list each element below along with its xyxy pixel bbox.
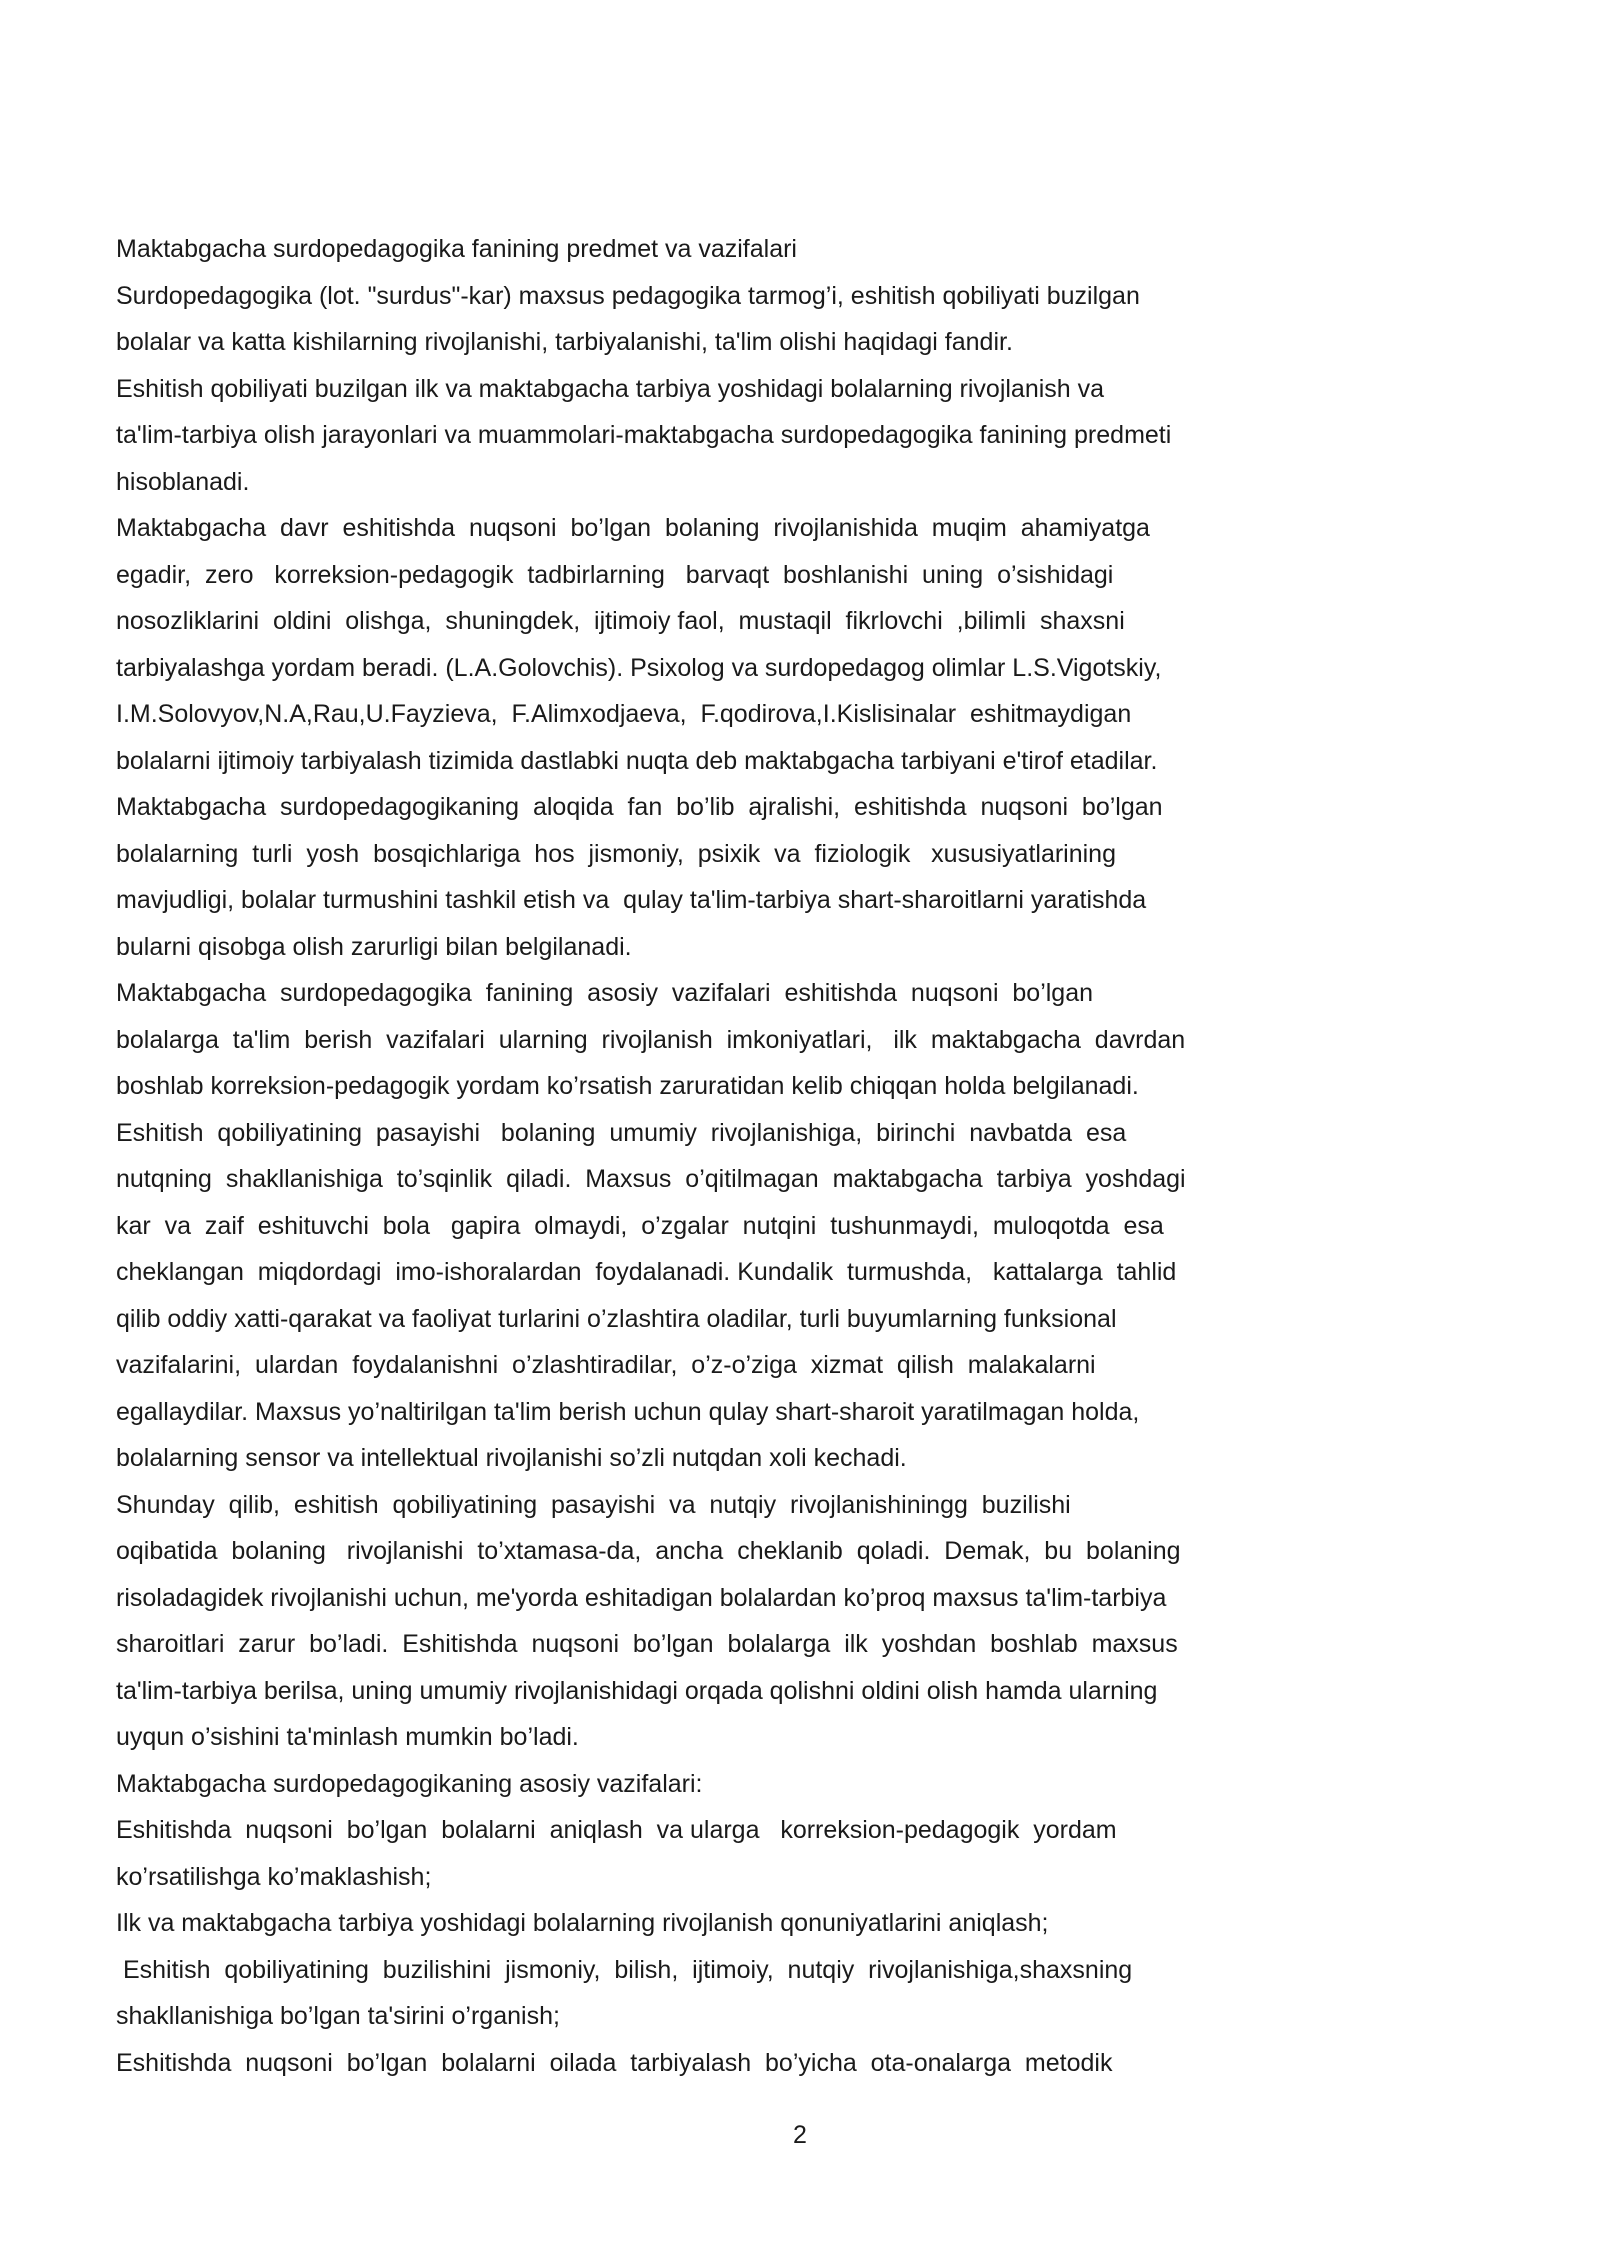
text-line: qilib oddiy xatti-qarakat va faoliyat turlarini o’zlashtira oladilar, turli buyumlarning funksional [116,1304,1117,1333]
text-line: hisoblanadi. [116,467,250,496]
text-line: Surdopedagogika (lot. "surdus"-kar) maxsus pedagogika tarmog’i, eshitish qobiliyati buzilgan [116,281,1140,310]
text-line: mavjudligi, bolalar turmushini tashkil etish va qulay ta'lim-tarbiya shart-sharoitlarni yaratishda [116,886,1147,914]
section-heading: Maktabgacha surdopedagogikaning asosiy vazifalari: [116,1769,703,1798]
document-body [116,226,1276,2086]
text-line: bularni qisobga olish zarurligi bilan belgilanadi. [116,932,632,961]
text-line: shakllanishiga bo’lgan ta'sirini o’rganish; [116,2002,560,2030]
text-line: tarbiyalashga yordam beradi. (L.A.Golovchis). Psixolog va surdopedagog olimlar L.S.Vigotskiy, [116,653,1162,682]
text-line: egallaydilar. Maxsus yo’naltirilgan ta'lim berish uchun qulay shart-sharoit yaratilmagan holda, [116,1397,1140,1426]
text-line: kar va zaif eshituvchi bola gapira olmaydi, o’zgalar nutqini tushunmaydi, muloqotda esa [116,1211,1164,1240]
text-line: Eshitish qobiliyati buzilgan ilk va maktabgacha tarbiya yoshidagi bolalarning rivojlanish va [116,374,1105,403]
text-line: nosozliklarini oldini olishga, shuningdek, ijtimoiy faol, mustaqil fikrlovchi ,bilimli shaxsni [116,607,1125,635]
text-line: cheklangan miqdordagi imo-ishoralardan foydalanadi. Kundalik turmushda, kattalarga tahlid [116,1258,1177,1286]
text-line: bolalarning sensor va intellektual rivojlanishi so’zli nutqdan xoli kechadi. [116,1444,907,1472]
text-line: vazifalarini, ulardan foydalanishni o’zlashtiradilar, o’z-o’ziga xizmat qilish malakalarni [116,1351,1096,1379]
text-line: ko’rsatilishga ko’maklashish; [116,1862,432,1891]
text-line: ta'lim-tarbiya olish jarayonlari va muammolari-maktabgacha surdopedagogika fanining predmeti [116,421,1172,449]
text-line: bolalarning turli yosh bosqichlariga hos jismoniy, psixik va fiziologik xususiyatlarining [116,839,1116,868]
text-line: egadir, zero korreksion-pedagogik tadbirlarning barvaqt boshlanishi uning o’sishidagi [116,560,1114,589]
text-line: Eshitishda nuqsoni bo’lgan bolalarni aniqlash va ularga korreksion-pedagogik yordam [116,1816,1117,1844]
text-line: Maktabgacha surdopedagogika fanining asosiy vazifalari eshitishda nuqsoni bo’lgan [116,979,1094,1007]
text-line: nutqning shakllanishiga to’sqinlik qiladi. Maxsus o’qitilmagan maktabgacha tarbiya yoshdagi [116,1165,1186,1193]
text-line: Ilk va maktabgacha tarbiya yoshidagi bolalarning rivojlanish qonuniyatlarini aniqlash; [116,1909,1049,1937]
text-line: risoladagidek rivojlanishi uchun, me'yorda eshitadigan bolalardan ko’proq maxsus ta'lim-tarbiya [116,1583,1167,1612]
text-line: Maktabgacha davr eshitishda nuqsoni bo’lgan bolaning rivojlanishida muqim ahamiyatga [116,514,1150,542]
text-line: Eshitishda nuqsoni bo’lgan bolalarni oilada tarbiyalash bo’yicha ota-onalarga metodik [116,2048,1113,2077]
text-line: uyqun o’sishini ta'minlash mumkin bo’ladi. [116,1723,579,1751]
text-line: Eshitish qobiliyatining buzilishini jismoniy, bilish, ijtimoiy, nutqiy rivojlanishiga,shaxsning [116,1955,1133,1984]
text-line: Maktabgacha surdopedagogikaning aloqida fan bo’lib ajralishi, eshitishda nuqsoni bo’lgan [116,793,1163,821]
text-line: bolalar va katta kishilarning rivojlanishi, tarbiyalanishi, ta'lim olishi haqidagi fandir. [116,328,1013,356]
text-line: bolalarga ta'lim berish vazifalari ularning rivojlanish imkoniyatlari, ilk maktabgacha davrdan [116,1025,1186,1054]
text-line: sharoitlari zarur bo’ladi. Eshitishda nuqsoni bo’lgan bolalarga ilk yoshdan boshlab maxsus [116,1630,1178,1658]
text-line: Eshitish qobiliyatining pasayishi bolaning umumiy rivojlanishiga, birinchi navbatda esa [116,1118,1127,1147]
text-line: ta'lim-tarbiya berilsa, uning umumiy rivojlanishidagi orqada qolishni oldini olish hamda ularning [116,1676,1158,1705]
text-line: bolalarni ijtimoiy tarbiyalash tizimida dastlabki nuqta deb maktabgacha tarbiyani e'tirof etadilar. [116,746,1158,775]
text-line: I.M.Solovyov,N.A,Rau,U.Fayzieva, F.Alimxodjaeva, F.qodirova,I.Kislisinalar eshitmaydigan [116,700,1132,728]
text-line: Shunday qilib, eshitish qobiliyatining pasayishi va nutqiy rivojlanishiningg buzilishi [116,1490,1071,1519]
text-line: oqibatida bolaning rivojlanishi to’xtamasa-da, ancha cheklanib qoladi. Demak, bu bolaning [116,1537,1181,1565]
page-number: 2 [793,2121,807,2149]
text-line: boshlab korreksion-pedagogik yordam ko’rsatish zaruratidan kelib chiqqan holda belgilanadi. [116,1072,1139,1100]
document-title: Maktabgacha surdopedagogika fanining predmet va vazifalari [116,235,797,263]
